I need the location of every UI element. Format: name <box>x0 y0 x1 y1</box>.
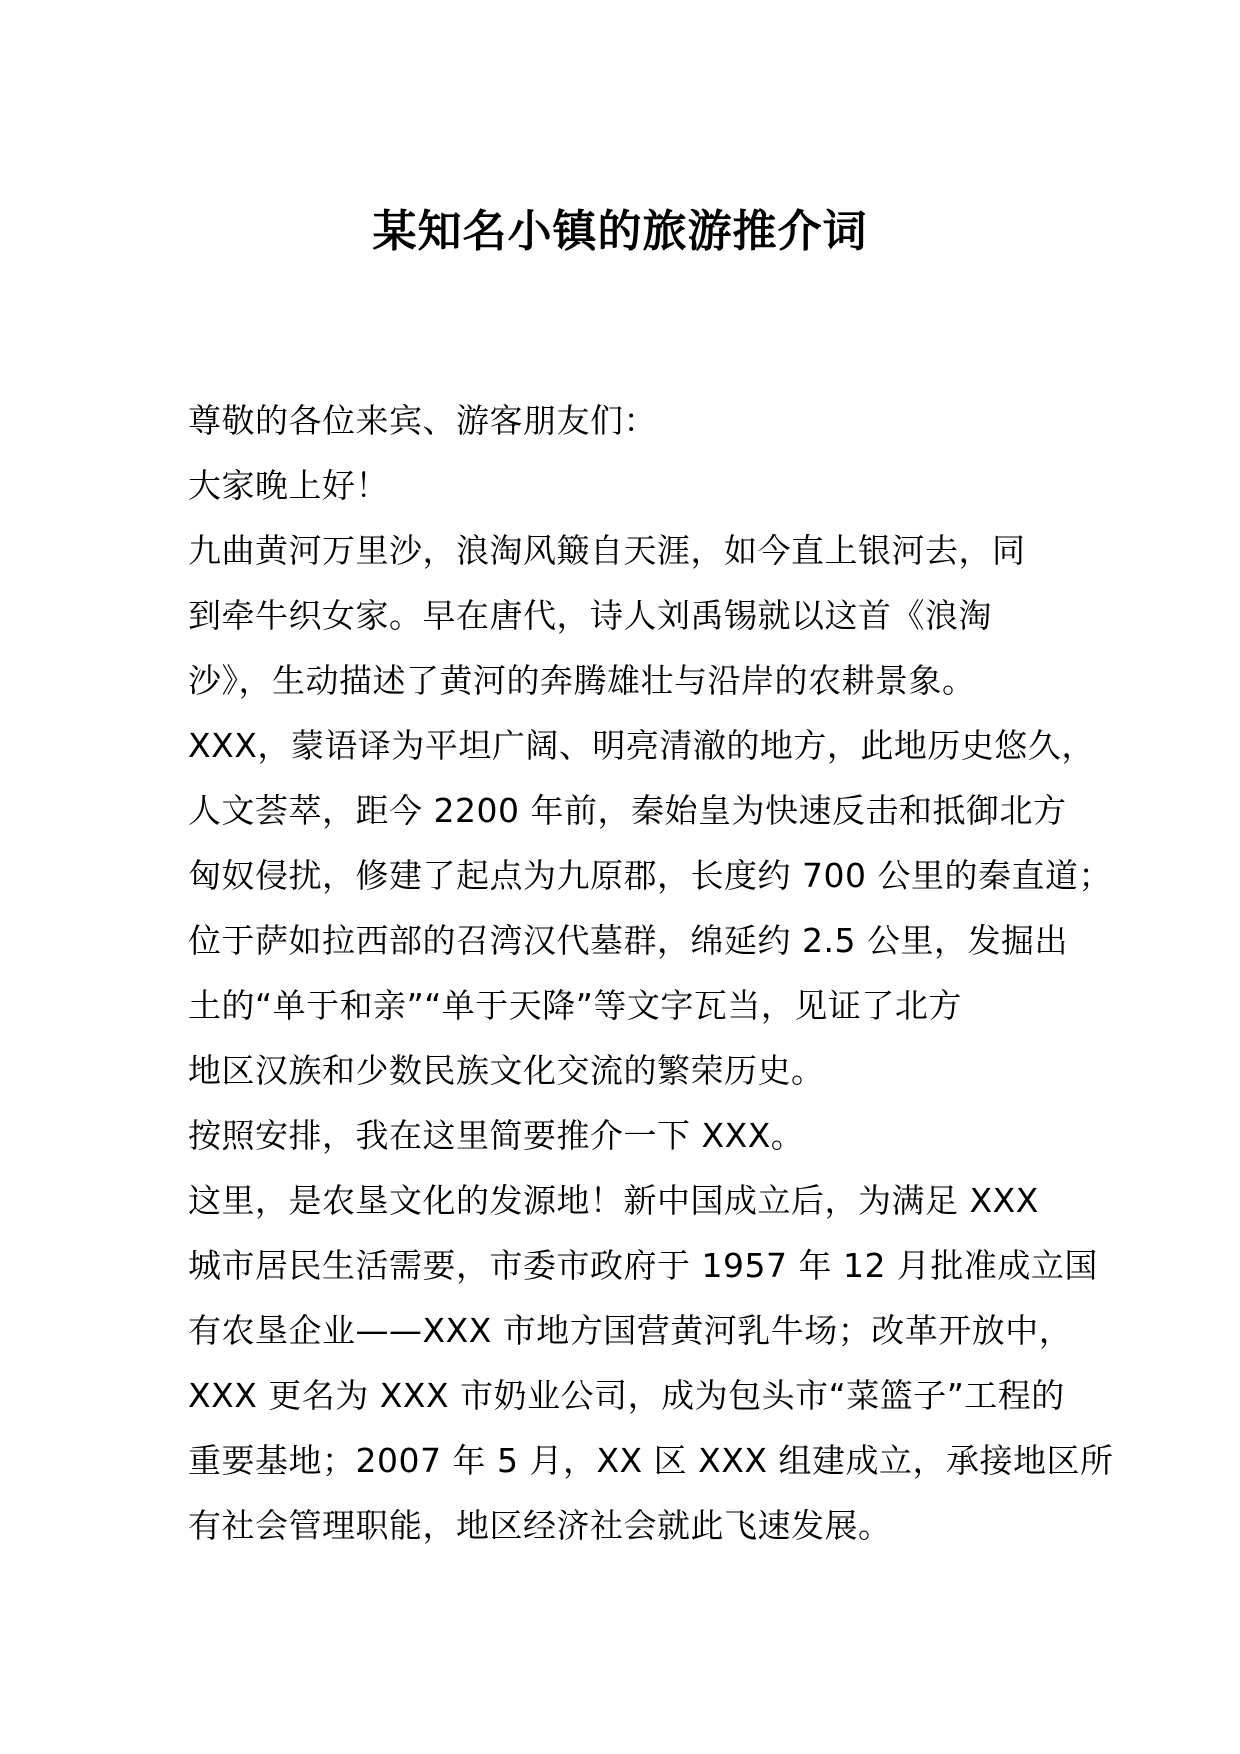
text-line: 按照安排，我在这里简要推介一下 XXX。 <box>188 1116 805 1155</box>
text-line: XXX 更名为 XXX 市奶业公司，成为包头市“菜篮子”工程的 <box>188 1376 1065 1415</box>
document-body <box>188 388 1114 1558</box>
text-line: 大家晚上好！ <box>188 466 389 505</box>
text-line: 匈奴侵扰，修建了起点为九原郡，长度约 700 公里的秦直道； <box>188 856 1112 895</box>
text-line: 人文荟萃，距今 2200 年前，秦始皇为快速反击和抵御北方 <box>188 791 1067 830</box>
text-line: 九曲黄河万里沙，浪淘风簸自天涯，如今直上银河去，同 <box>188 531 1026 570</box>
text-line: 重要基地；2007 年 5 月，XX 区 XXX 组建成立，承接地区所 <box>188 1441 1114 1480</box>
text-line: 有农垦企业——XXX 市地方国营黄河乳牛场；改革开放中， <box>188 1311 1073 1350</box>
text-line: XXX，蒙语译为平坦广阔、明亮清澈的地方，此地历史悠久， <box>188 726 1095 765</box>
text-line: 有社会管理职能，地区经济社会就此飞速发展。 <box>188 1506 892 1545</box>
text-line: 地区汉族和少数民族文化交流的繁荣历史。 <box>188 1051 825 1090</box>
text-line: 位于萨如拉西部的召湾汉代墓群，绵延约 2.5 公里，发掘出 <box>188 921 1068 960</box>
text-line: 尊敬的各位来宾、游客朋友们： <box>188 401 657 440</box>
text-line: 这里，是农垦文化的发源地！新中国成立后，为满足 XXX <box>188 1181 1039 1220</box>
text-line: 土的“单于和亲”“单于天降”等文字瓦当，见证了北方 <box>188 986 962 1025</box>
text-line: 城市居民生活需要，市委市政府于 1957 年 12 月批准成立国 <box>188 1246 1098 1285</box>
page-title: 某知名小镇的旅游推介词 <box>372 206 868 257</box>
text-line: 沙》，生动描述了黄河的奔腾雄壮与沿岸的农耕景象。 <box>188 661 976 700</box>
text-line: 到牵牛织女家。早在唐代，诗人刘禹锡就以这首《浪淘 <box>188 596 992 635</box>
